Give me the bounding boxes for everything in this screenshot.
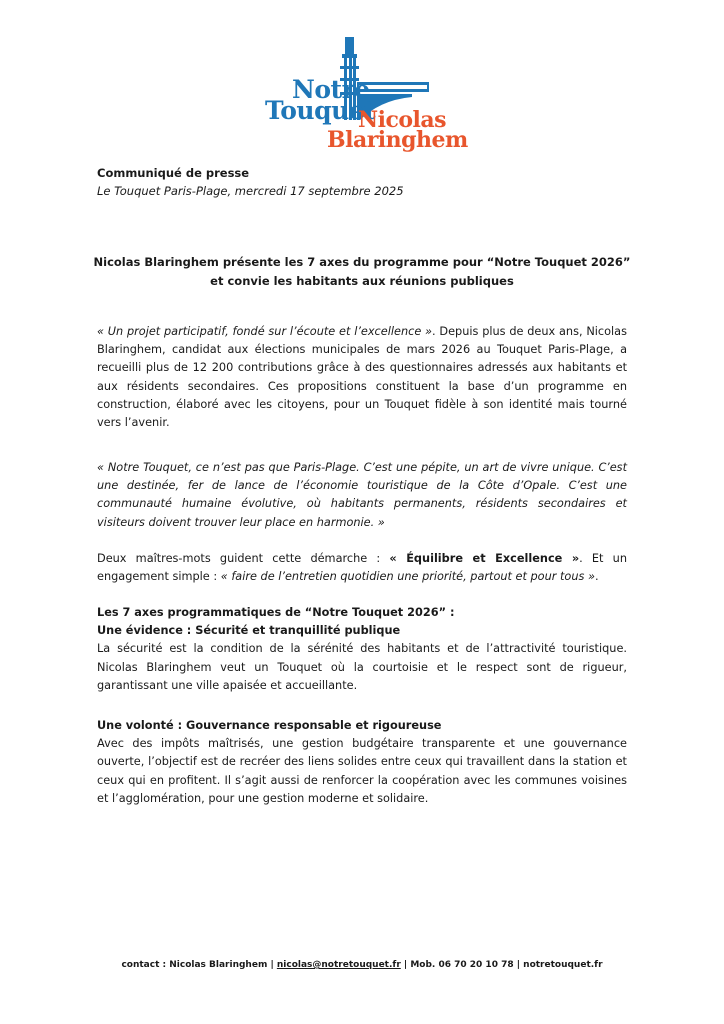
intro-paragraph	[97, 323, 627, 432]
footer-email-link[interactable]: nicolas@notretouquet.fr	[276, 960, 401, 970]
axis-1-text: La sécurité est la condition de la sérénité des habitants et de l’attractivité touristique. Nicolas Blaringhem veut un Touquet où la courtoisie et le respect sont de rigueur, garantissant une ville apaisée et accueillante.	[97, 642, 627, 692]
press-header	[97, 164, 404, 200]
page-title	[60, 253, 664, 291]
dateline: Le Touquet Paris-Plage, mercredi 17 septembre 2025	[97, 184, 404, 198]
candidate-quote: « Notre Touquet, ce n’est pas que Paris-Plage. C’est une pépite, un art de vivre unique. C’est une destinée, fer de lance de l’économie touristique de la Côte d’Opale. C’est une communauté humaine évolutive, où habitants permanents, résidents secondaires et visiteurs doivent trouver leur place en harmonie. »	[97, 461, 627, 529]
logo-text-nicolas: Nicolas	[358, 107, 447, 133]
keywords-end: .	[594, 570, 599, 584]
logo-text-touquet: Touquet	[265, 96, 376, 125]
footer-contact: contact : Nicolas Blaringhem |	[121, 960, 277, 970]
keywords-pre: Deux maîtres-mots guident cette démarche :	[97, 552, 390, 565]
campaign-logo	[262, 30, 472, 155]
axis-2-text: Avec des impôts maîtrisés, une gestion budgétaire transparente et une gouvernance ouverte, l’objectif est de recréer des liens solides entre ceux qui travaillent dans la station et ceux qui en profitent. Il s’agit aussi de renforcer la coopération avec les communes voisines et l’agglomération, pour une gestion moderne et solidaire.	[97, 737, 627, 805]
intro-text: . Depuis plus de deux ans, Nicolas Blaringhem, candidat aux élections municipales de mars 2026 au Touquet Paris-Plage, a recueilli plus de 12 200 contributions grâce à des questionnaires adressés aux habitants et aux résidents secondaires. Ces propositions constituent la base d’un programme en construction, élaboré avec les citoyens, pour un Touquet fidèle à son identité mais tourné vers l’avenir.	[97, 325, 627, 430]
logo-text-notre: Notre	[292, 75, 370, 104]
footer-phone-website: | Mob. 06 70 20 10 78 | notretouquet.fr	[400, 960, 603, 970]
title-line-1: Nicolas Blaringhem présente les 7 axes du programme pour “Notre Touquet 2026”	[93, 255, 631, 269]
title-line-2: et convie les habitants aux réunions publiques	[210, 274, 514, 288]
axis-2	[97, 717, 627, 808]
keywords-italic: « faire de l’entretien quotidien une priorité, partout et pour tous »	[220, 570, 595, 584]
keywords-bold: « Équilibre et Excellence »	[389, 552, 580, 565]
axes-heading: Les 7 axes programmatiques de “Notre Touquet 2026” :	[97, 606, 455, 619]
press-release-label: Communiqué de presse	[97, 166, 250, 180]
logo-text-blaringhem: Blaringhem	[327, 127, 468, 153]
intro-quote: « Un projet participatif, fondé sur l’écoute et l’excellence »	[97, 325, 433, 338]
axes-section	[97, 604, 627, 695]
axis-2-title: Une volonté : Gouvernance responsable et rigoureuse	[97, 719, 442, 732]
axis-1-title: Une évidence : Sécurité et tranquillité publique	[97, 624, 401, 638]
keywords-paragraph	[97, 550, 627, 586]
contact-footer	[0, 960, 724, 970]
keywords-mid: . Et un engagement simple :	[97, 552, 627, 584]
